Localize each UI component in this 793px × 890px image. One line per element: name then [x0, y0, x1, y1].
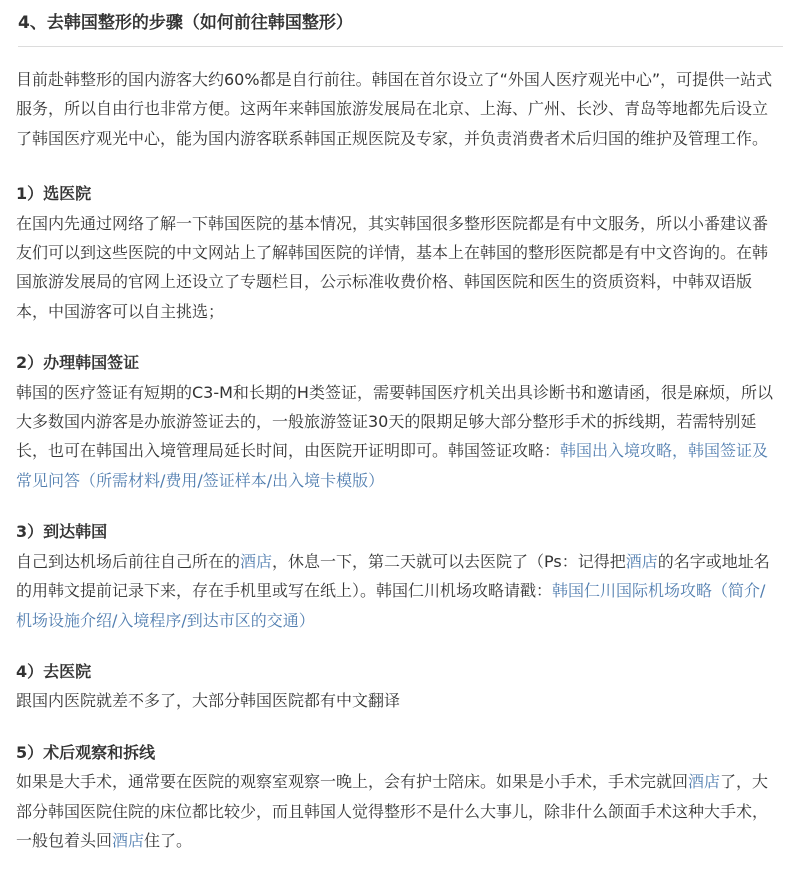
- step-text: 自己到达机场后前往自己所在的: [16, 551, 241, 571]
- step-postop: [16, 738, 779, 856]
- hotel-link[interactable]: 酒店: [240, 551, 273, 571]
- hotel-link[interactable]: 酒店: [625, 551, 658, 571]
- step-body: [16, 767, 779, 855]
- article-content: [16, 65, 779, 877]
- step-choose-hospital: [16, 179, 779, 326]
- section-title: 4、去韩国整形的步骤（如何前往韩国整形）: [18, 13, 353, 33]
- step-heading: 2）办理韩国签证: [16, 353, 140, 373]
- hotel-link[interactable]: 酒店: [112, 830, 145, 850]
- step-body: [16, 547, 779, 635]
- step-text: ，休息一下，第二天就可以去医院了（Ps：记得把: [272, 551, 626, 571]
- step-heading: 4）去医院: [16, 661, 92, 681]
- step-arrive: [16, 517, 779, 635]
- step-text: 的名字或地址名的用韩文提前记录下来，存在手机里或写在纸上）。韩国仁川机场攻略请戳：: [16, 551, 770, 601]
- hotel-link[interactable]: 酒店: [688, 772, 721, 792]
- step-text: 如果是大手术，通常要在医院的观察室观察一晚上，会有护士陪床。如果是小手术，手术完就回: [16, 772, 689, 792]
- step-visa: [16, 348, 779, 495]
- step-heading: 5）术后观察和拆线: [16, 742, 156, 762]
- step-body: 在国内先通过网络了解一下韩国医院的基本情况，其实韩国很多整形医院都是有中文服务，所以小番建议番友们可以到这些医院的中文网站上了解韩国医院的详情，基本上在韩国的整形医院都是有中文咨询的。在韩国旅游发展局的官网上还设立了专题栏目，公示标准收费价格、韩国医院和医生的资质资料，中韩双语版本，中国游客可以自主挑选；: [16, 213, 769, 321]
- step-text: 了，大部分韩国医院住院的床位都比较少，而且韩国人觉得整形不是什么大事儿，除非什么颌面手术这种大手术，一般包着头回: [16, 772, 769, 850]
- step-body: [16, 378, 779, 496]
- visa-guide-link[interactable]: 韩国出入境攻略，韩国签证及常见问答（所需材料/费用/签证样本/出入境卡模版）: [16, 441, 769, 490]
- step-body: 跟国内医院就差不多了，大部分韩国医院都有中文翻译: [16, 691, 401, 711]
- step-text: 韩国的医疗签证有短期的C3-M和长期的H类签证，需要韩国医疗机关出具诊断书和邀请函，很是麻烦，所以大多数国内游客是办旅游签证去的，一般旅游签证30天的限期足够大部分整形手术的拆线期，若需特别延长，也可在韩国出入境管理局延长时间，由医院开证明即可。韩国签证攻略：: [16, 382, 773, 461]
- incheon-airport-guide-link[interactable]: 韩国仁川国际机场攻略（简介/机场设施介绍/入境程序/到达市区的交通）: [16, 581, 766, 630]
- step-heading: 3）到达韩国: [16, 522, 108, 542]
- title-divider: [18, 46, 783, 47]
- step-heading: 1）选医院: [16, 184, 92, 204]
- intro-paragraph: 目前赴韩整形的国内游客大约60%都是自行前往。韩国在首尔设立了“外国人医疗观光中心”，可提供一站式服务，所以自由行也非常方便。这两年来韩国旅游发展局在北京、上海、广州、长沙、青岛等地都先后设立了韩国医疗观光中心，能为国内游客联系韩国正规医院及专家，并负责消费者术后归国的维护及管理工作。: [16, 70, 773, 148]
- step-go-hospital: [16, 657, 779, 716]
- step-text: 住了。: [144, 830, 193, 850]
